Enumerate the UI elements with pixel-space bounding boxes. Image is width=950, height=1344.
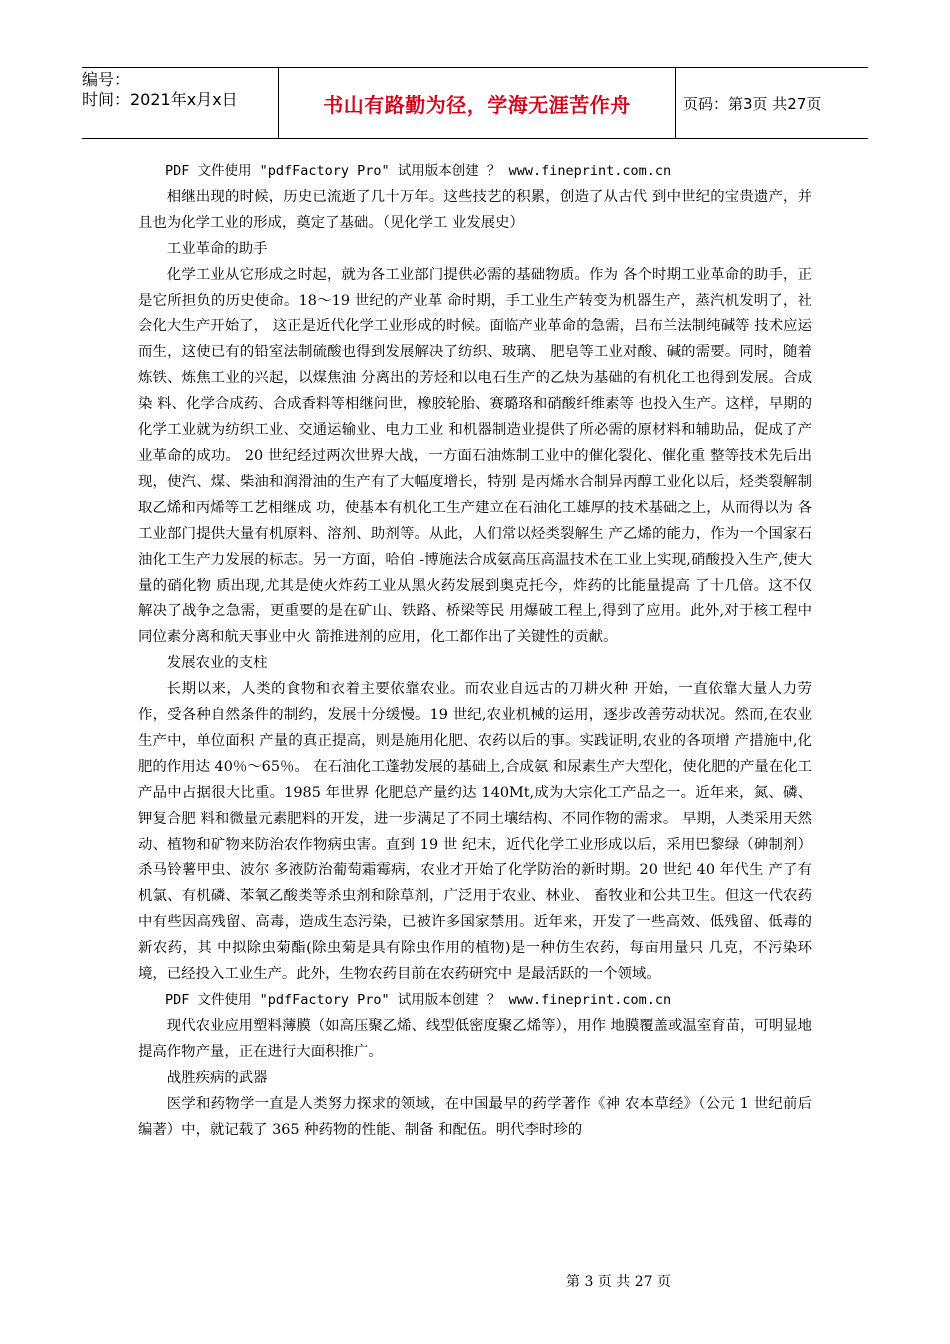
document-number-label: 编号：: [82, 70, 131, 89]
header-motto: 书山有路勤为径，学海无涯苦作舟: [278, 68, 676, 138]
pdf-creator-note: PDF 文件使用 "pdfFactory Pro" 试用版本创建 ？ www.fineprint.com.cn: [165, 992, 672, 1008]
header-page-number: 页码：第3页 共27页: [683, 94, 822, 113]
pdf-creator-note: PDF 文件使用 "pdfFactory Pro" 试用版本创建 ？ www.fineprint.com.cn: [165, 163, 672, 179]
page-header: [82, 67, 868, 139]
document-body: [138, 159, 812, 1143]
section-heading: 发展农业的支柱: [166, 655, 268, 672]
page-footer: 第 3 页 共 27 页: [566, 1274, 671, 1290]
document-time-label: 时间：2021年x月x日: [82, 90, 238, 109]
paragraph: 化学工业从它形成之时起，就为各工业部门提供必需的基础物质。作为 各个时期工业革命的助手，正是它所担负的历史使命。18～19 世纪的产业革 命时期，手工业生产转变为机器生产，蒸汽机发明了，社会化大生产开始了， 这正是近代化学工业形成的时候。面临产业革命的急需，吕布兰法制纯碱等 技术应运而生，这使已有的铅室法制硫酸也得到发展解决了纺织、玻璃、 肥皂等工业对酸、碱的需要。同时，随着炼铁、炼焦工业的兴起，以煤焦油 分离出的芳烃和以电石生产的乙炔为基础的有机化工也得到发展。合成染 料、化学合成药、合成香料等相继问世，橡胶轮胎、赛璐珞和硝酸纤维素等 也投入生产。这样，早期的化学工业就为纺织工业、交通运输业、电力工业 和机器制造业提供了所必需的原材料和辅助品，促成了产业革命的成功。 20 世纪经过两次世界大战，一方面石油炼制工业中的催化裂化、催化重 整等技术先后出现，使汽、煤、柴油和润滑油的生产有了大幅度增长，特别 是丙烯水合制异丙醇工业化以后，烃类裂解制取乙烯和丙烯等工艺相继成 功，使基本有机化工生产建立在石油化工雄厚的技术基础之上，从而得以为 各工业部门提供大量有机原料、溶剂、助剂等。从此，人们常以烃类裂解生 产乙烯的能力，作为一个国家石油化工生产力发展的标志。另一方面，哈伯 -博施法合成氨高压高温技术在工业上实现,硝酸投入生产,使大量的硝化物 质出现,尤其是使火炸药工业从黑火药发展到奥克托今，炸药的比能量提高 了十几倍。这不仅解决了战争之急需，更重要的是在矿山、铁路、桥梁等民 用爆破工程上,得到了应用。此外,对于核工程中同位素分离和航天事业中火 箭推进剂的应用，化工都作出了关键性的贡献。: [138, 266, 812, 646]
paragraph: 现代农业应用塑料薄膜（如高压聚乙烯、线型低密度聚乙烯等），用作 地膜覆盖或温室育苗，可明显地提高作物产量，正在进行大面积推广。: [138, 1017, 812, 1060]
paragraph: 长期以来，人类的食物和衣着主要依靠农业。而农业自远古的刀耕火种 开始，一直依靠大量人力劳作，受各种自然条件的制约，发展十分缓慢。19 世纪,农业机械的运用，逐步改善劳动状况。然而,在农业生产中，单位面积 产量的真正提高，则是施用化肥、农药以后的事。实践证明,农业的各项增 产措施中,化肥的作用达 40％～65％。 在石油化工蓬勃发展的基础上,合成氨 和尿素生产大型化，使化肥的产量在化工产品中占据很大比重。1985 年世界 化肥总产量约达 140Mt,成为大宗化工产品之一。近年来，氮、磷、钾复合肥 料和微量元素肥料的开发，进一步满足了不同土壤结构、不同作物的需求。 早期，人类采用天然动、植物和矿物来防治农作物病虫害。直到 19 世 纪末，近代化学工业形成以后，采用巴黎绿（砷制剂）杀马铃薯甲虫、波尔 多液防治葡萄霜霉病，农业才开始了化学防治的新时期。20 世纪 40 年代生 产了有机氯、有机磷、苯氧乙酸类等杀虫剂和除草剂，广泛用于农业、林业、 畜牧业和公共卫生。但这一代农药中有些因高残留、高毒，造成生态污染，已被许多国家禁用。近年来，开发了一些高效、低残留、低毒的新农药，其 中拟除虫菊酯(除虫菊是具有除虫作用的植物)是一种仿生农药，每亩用量只 几克，不污染环境，已经投入工业生产。此外，生物农药目前在农药研究中 是最活跃的一个领域。: [138, 681, 812, 983]
section-heading: 战胜疾病的武器: [166, 1069, 268, 1086]
header-meta: [82, 70, 278, 136]
paragraph: 医学和药物学一直是人类努力探求的领域，在中国最早的药学著作《神 农本草经》（公元 1 世纪前后编著）中，就记载了 365 种药物的性能、制备 和配伍。明代李时珍的: [138, 1095, 812, 1138]
paragraph: 相继出现的时候，历史已流逝了几十万年。这些技艺的积累，创造了从古代 到中世纪的宝贵遗产，并且也为化学工业的形成，奠定了基础。（见化学工 业发展史）: [138, 188, 812, 231]
section-heading: 工业革命的助手: [166, 240, 268, 257]
